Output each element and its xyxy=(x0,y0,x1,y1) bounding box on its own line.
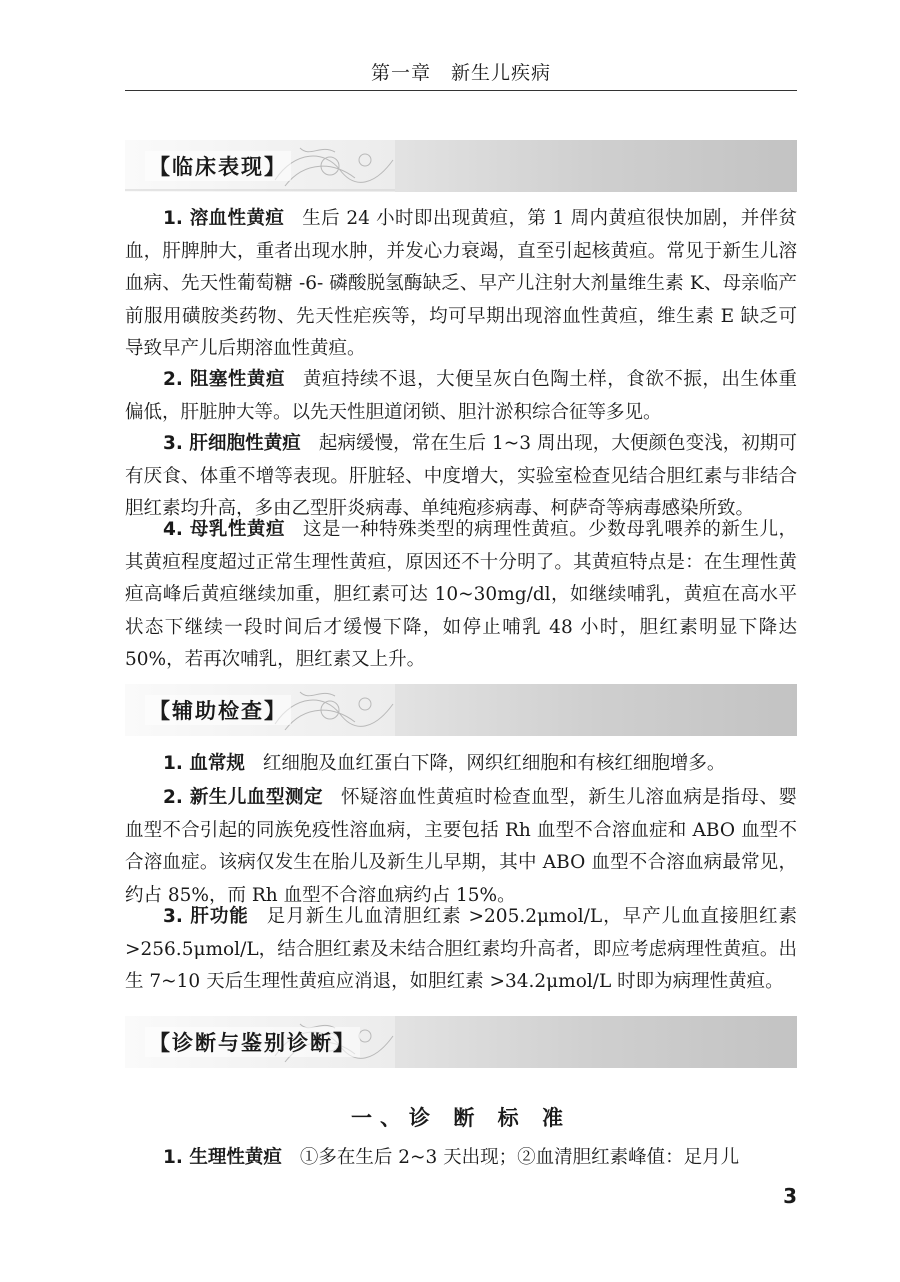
section-title-auxiliary: 【辅助检查】 xyxy=(145,695,291,725)
subheading-diagnostic-criteria: 一、诊 断 标 准 xyxy=(351,1105,571,1130)
term: 3. 肝细胞性黄疸 xyxy=(163,433,301,454)
paragraph xyxy=(125,428,797,526)
term: 2. 阻塞性黄疸 xyxy=(163,369,285,390)
term: 4. 母乳性黄疸 xyxy=(163,519,285,540)
paragraph-text: 足月新生儿血清胆红素 >205.2μmol/L，早产儿血直接胆红素 >256.5μmol/L，结合胆红素及未结合胆红素均升高者，即应考虑病理性黄疸。出生 7~10 天后生理性黄疸应消退，如胆红素 >34.2μmol/L 时即为病理性黄疸。 xyxy=(125,906,798,992)
paragraph xyxy=(125,514,797,677)
paragraph xyxy=(125,901,797,999)
chapter-title: 第一章 新生儿疾病 xyxy=(370,62,551,84)
paragraph xyxy=(125,782,797,912)
section-banner-diagnosis xyxy=(125,1016,797,1068)
term: 1. 溶血性黄疸 xyxy=(163,208,285,229)
paragraph-text: 怀疑溶血性黄疸时检查血型，新生儿溶血病是指母、婴血型不合引起的同族免疫性溶血病，主要包括 Rh 血型不合溶血症和 ABO 血型不合溶血症。该病仅发生在胎儿及新生儿早期，其中 ABO 血型不合溶血病最常见，约占 85%，而 Rh 血型不合溶血病约占 15%。 xyxy=(125,787,797,906)
paragraph-text: ①多在生后 2~3 天出现；②血清胆红素峰值：足月儿 xyxy=(299,1147,740,1168)
page-number: 3 xyxy=(783,1184,797,1208)
section-title-diagnosis: 【诊断与鉴别诊断】 xyxy=(145,1027,360,1057)
paragraph-text: 这是一种特殊类型的病理性黄疸。少数母乳喂养的新生儿，其黄疸程度超过正常生理性黄疸，原因还不十分明了。其黄疸特点是：在生理性黄疸高峰后黄疸继续加重，胆红素可达 10~30mg/dl，如继续哺乳，黄疸在高水平状态下继续一段时间后才缓慢下降，如停止哺乳 48 小时，胆红素明显下降达 50%，若再次哺乳，胆红素又上升。 xyxy=(125,519,797,670)
paragraph-text: 黄疸持续不退，大便呈灰白色陶土样，食欲不振，出生体重偏低，肝脏肿大等。以先天性胆道闭锁、胆汁淤积综合征等多见。 xyxy=(125,369,797,423)
paragraph-text: 红细胞及血红蛋白下降，网织红细胞和有核红细胞增多。 xyxy=(262,753,726,774)
term: 3. 肝功能 xyxy=(163,906,249,927)
paragraph xyxy=(125,203,797,366)
paragraph-text: 生后 24 小时即出现黄疸，第 1 周内黄疸很快加剧，并伴贫血，肝脾肿大，重者出现水肿，并发心力衰竭，直至引起核黄疸。常见于新生儿溶血病、先天性葡萄糖 -6- 磷酸脱氢酶缺乏、早产儿注射大剂量维生素 K、母亲临产前服用磺胺类药物、先天性疟疾等，均可早期出现溶血性黄疸，维生素 E 缺乏可导致早产儿后期溶血性黄疸。 xyxy=(125,208,797,359)
running-header xyxy=(125,58,797,91)
paragraph xyxy=(125,1142,797,1175)
term: 1. 血常规 xyxy=(163,753,245,774)
section-banner-clinical xyxy=(125,140,797,192)
section-banner-auxiliary xyxy=(125,684,797,736)
paragraph-text: 起病缓慢，常在生后 1~3 周出现，大便颜色变浅，初期可有厌食、体重不增等表现。肝脏轻、中度增大，实验室检查见结合胆红素与非结合胆红素均升高，多由乙型肝炎病毒、单纯疱疹病毒、柯萨奇等病毒感染所致。 xyxy=(125,433,797,519)
term: 2. 新生儿血型测定 xyxy=(163,787,324,808)
paragraph xyxy=(125,748,797,781)
paragraph xyxy=(125,364,797,429)
term: 1. 生理性黄疸 xyxy=(163,1147,282,1168)
section-title-clinical: 【临床表现】 xyxy=(145,151,291,181)
